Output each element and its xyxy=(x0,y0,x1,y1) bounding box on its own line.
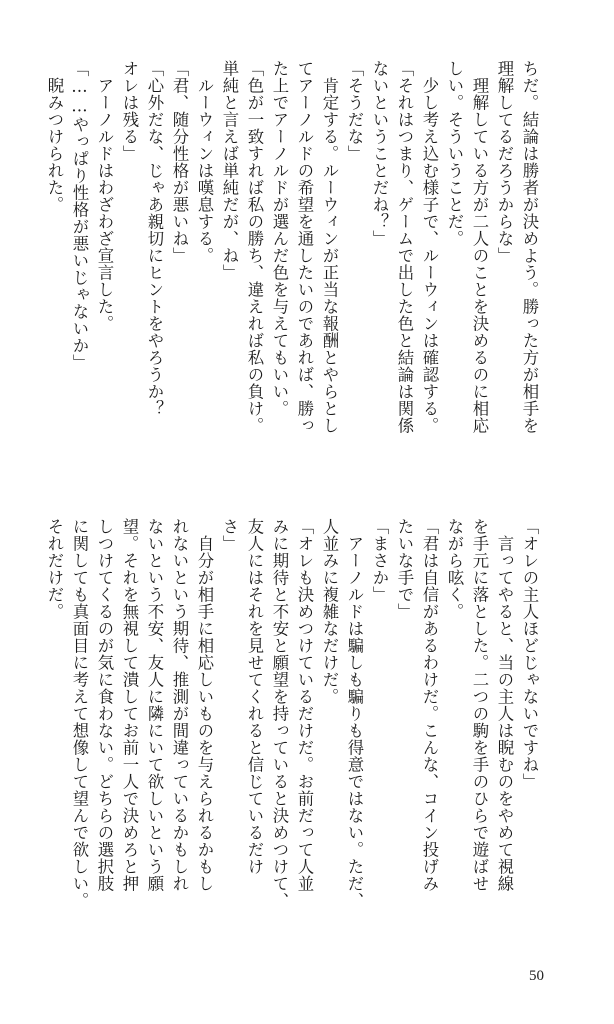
text-line: 肯定する。ルーウィンが正当な報酬とやらとし xyxy=(320,60,339,434)
text-line: 望。それを無視して潰してお前一人で決めろと押 xyxy=(120,518,139,892)
text-line: 「……やっぱり性格が悪いじゃないか」 xyxy=(70,60,89,372)
text-line: ないということだね？」 xyxy=(370,60,389,247)
text-line: 友人にはそれを見せてくれると信じているだけ xyxy=(245,518,264,875)
text-line: 「まさか」 xyxy=(370,518,389,603)
text-line: 理解してるだろうからな」 xyxy=(495,60,514,264)
text-line: 少し考え込む様子で、ルーウィンは確認する。 xyxy=(420,60,439,434)
text-line: しい。そういうことだ。 xyxy=(445,60,464,247)
text-line: アーノルドは騙しも騙りも得意ではない。ただ、 xyxy=(345,518,364,909)
text-line: ないという不安、友人に隣にいて欲しいという願 xyxy=(145,518,164,892)
text-line: オレは残る」 xyxy=(120,60,139,162)
text-line: 理解している方が二人のことを決めるのに相応 xyxy=(470,60,489,434)
text-line: 「それはつまり、ゲームで出した色と結論は関係 xyxy=(395,60,414,434)
text-line: ちだ。結論は勝者が決めよう。勝った方が相手を xyxy=(520,60,539,434)
text-line: 「君、随分性格が悪いね」 xyxy=(170,60,189,264)
text-line: 単純と言えば単純だが、ね」 xyxy=(220,60,239,281)
text-line: ルーウィンは嘆息する。 xyxy=(195,60,214,264)
text-line: 言ってやると、当の主人は睨むのをやめて視線 xyxy=(495,518,514,892)
text-line: それだけだ。 xyxy=(45,518,64,620)
text-line: しつけてくるのが気に食わない。どちらの選択肢 xyxy=(95,518,114,892)
text-line: みに期待と不安と願望を持っていると決めつけて、 xyxy=(270,518,289,909)
text-line: たいな手で」 xyxy=(395,518,414,620)
text-line: 「オレの主人ほどじゃないですね」 xyxy=(520,518,539,790)
text-line: れないという期待、推測が間違っているかもしれ xyxy=(170,518,189,892)
text-line: てアーノルドの希望を通したいのであれば、勝っ xyxy=(295,60,314,434)
text-line: を手元に落とした。二つの駒を手のひらで遊ばせ xyxy=(470,518,489,892)
text-line: に関しても真面目に考えて想像して望んで欲しい。 xyxy=(70,518,89,909)
text-line: 自分が相手に相応しいものを与えられるかもし xyxy=(195,518,214,892)
text-line: アーノルドはわざわざ宣言した。 xyxy=(95,60,114,332)
text-line: 「そうだな」 xyxy=(345,60,364,162)
text-line: 「オレも決めつけているだけだ。お前だって人並 xyxy=(295,518,314,892)
text-line: 人並みに複雑なだけだ。 xyxy=(320,518,339,705)
page-number: 50 xyxy=(529,968,544,984)
lower-text-block xyxy=(45,518,542,938)
text-line: 「君は自信があるわけだ。こんな、コイン投げみ xyxy=(420,518,439,892)
text-line: た上でアーノルドが選んだ色を与えてもいい。 xyxy=(270,60,289,417)
upper-text-block xyxy=(45,60,542,480)
text-line: ながら呟く。 xyxy=(445,518,464,620)
text-line: さ」 xyxy=(220,518,239,552)
text-line: 「色が一致すれば私の勝ち、違えれば私の負け。 xyxy=(245,60,264,434)
text-line: 睨みつけられた。 xyxy=(45,60,64,213)
text-line: 「心外だな、じゃあ親切にヒントをやろうか？ xyxy=(145,60,164,417)
